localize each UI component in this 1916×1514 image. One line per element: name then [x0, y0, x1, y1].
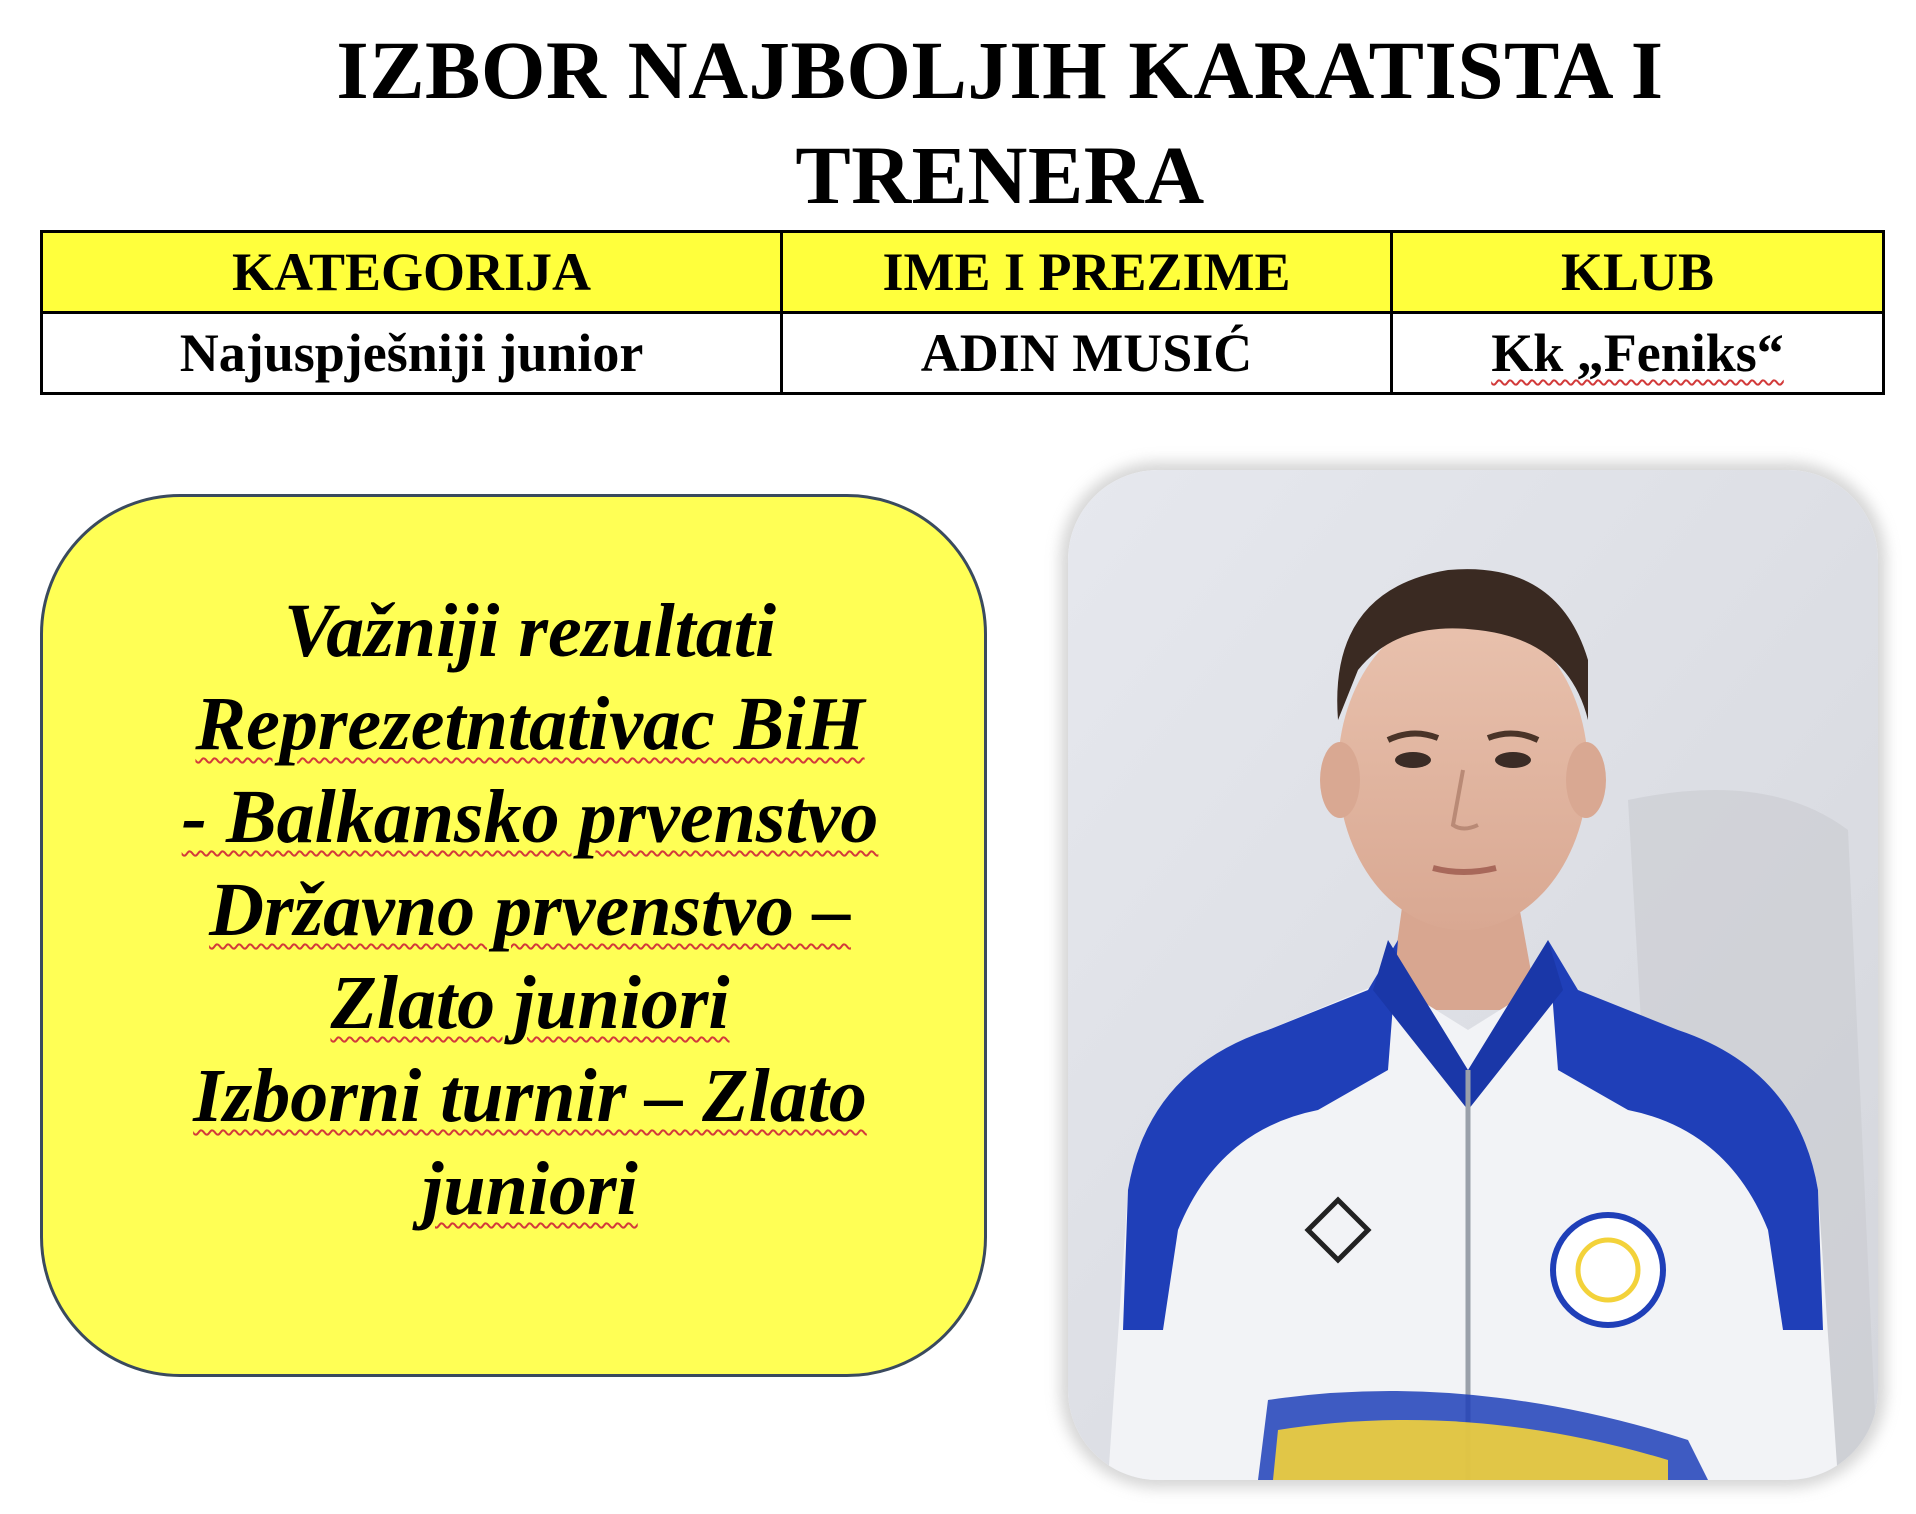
cell-club — [1392, 313, 1884, 394]
cell-category: Najuspješniji junior — [42, 313, 782, 394]
header-ime-i-prezime: IME I PREZIME — [782, 232, 1392, 313]
results-line: - Balkansko prvenstvo — [181, 775, 879, 859]
karate-federation-emblem-icon — [1553, 1215, 1663, 1325]
club-name: Kk „Feniks“ — [1491, 323, 1784, 383]
title-line-1: IZBOR NAJBOLJIH KARATISTA I — [336, 24, 1664, 116]
results-line: Zlato juniori — [330, 961, 730, 1045]
cell-name: ADIN MUSIĆ — [782, 313, 1392, 394]
athlete-photo — [1068, 470, 1878, 1480]
header-klub: KLUB — [1392, 232, 1884, 313]
page-title — [180, 18, 1820, 228]
results-line: Reprezetntativac BiH — [195, 682, 865, 766]
title-line-2: TRENERA — [795, 129, 1205, 221]
results-line: Izborni turnir – Zlato — [193, 1054, 867, 1138]
results-line: Državno prvenstvo – — [209, 868, 851, 952]
table-header-row — [42, 232, 1884, 313]
athlete-portrait-image — [1068, 470, 1878, 1480]
results-line: juniori — [422, 1147, 638, 1231]
athlete-info-table — [40, 230, 1885, 395]
results-line: Važniji rezultati — [283, 589, 777, 673]
table-row — [42, 313, 1884, 394]
results-text — [60, 585, 1000, 1236]
header-kategorija: KATEGORIJA — [42, 232, 782, 313]
